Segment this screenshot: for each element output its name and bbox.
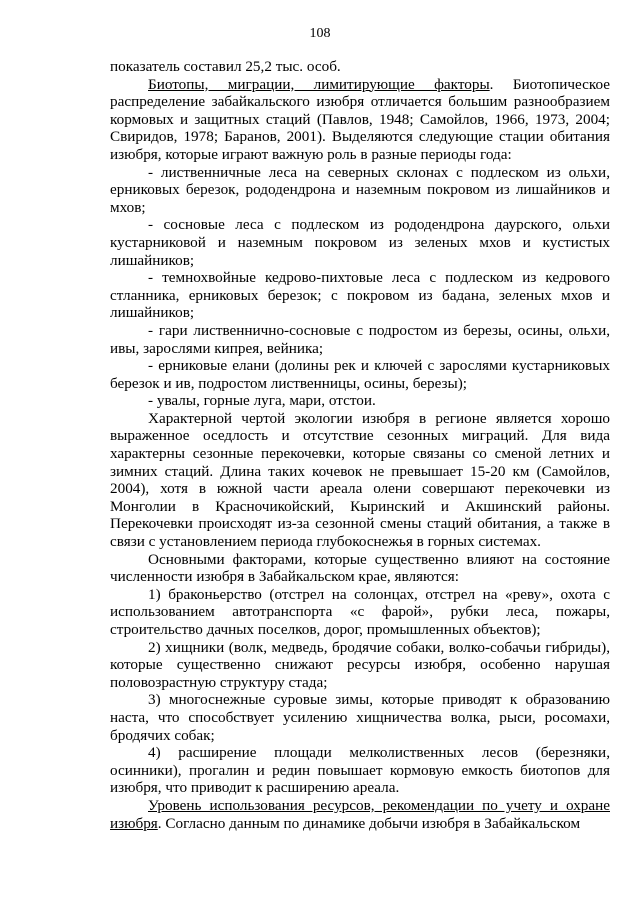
list-item-factor: 3) многоснежные суровые зимы, которые приводят к образованию наста, что способствует усилению хищничества волка, рыси, росомахи, бродячих собак; xyxy=(110,691,610,744)
list-item-habitat: - увалы, горные луга, мари, отстои. xyxy=(148,392,376,410)
paragraph-migrations: Характерной чертой экологии изюбря в регионе является хорошо выраженное оседлость и отсутствие сезонных миграций. Для вида характерны сезонные перекочевки, которые связаны со сменой летних и зимних стаций. Длина таких кочевок не превышает 15-20 км (Самойлов, 2004), хотя в южной части ареала олени совершают перекочевки из Монголии в Красночикойский, Кыринский и Акшинский районы. Перекочевки происходят из-за сезонной смены стаций обитания, а также в связи с установлением периода глубокоснежья в горных системах. xyxy=(110,409,610,551)
section-heading-biotopes: Биотопы, миграции, лимитирующие факторы xyxy=(148,75,490,93)
paragraph-intro: показатель составил 25,2 тыс. особ. xyxy=(110,58,341,75)
list-item-habitat: - гари лиственнично-сосновые с подростом из березы, осины, ольхи, ивы, зарослями кипрея, вейника; xyxy=(110,321,610,357)
paragraph-biotopes-text: . Биотопическое распределение забайкальского изюбря отличается большим разнообразием кормовых и защитных стаций (Павлов, 1948; Самойлов, 1966, 1973, 2004; Свиридов, 1978; Баранов, 2001). Выделяются следующие стации обитания изюбря, которые играют важную роль в разные периоды года: xyxy=(110,75,610,163)
list-item-habitat: - ерниковые елани (долины рек и ключей с зарослями кустарниковых березок и ив, подростом лиственницы, осины, березы); xyxy=(110,357,610,392)
page-number: 108 xyxy=(309,26,331,41)
document-body xyxy=(110,58,610,832)
paragraph-resource-use-text: . Согласно данным по динамике добычи изюбря в Забайкальском xyxy=(157,814,581,832)
list-item-habitat: - сосновые леса с подлеском из рододендрона даурского, ольхи кустарниковой и наземным покровом из зеленых мхов и кустистых лишайников; xyxy=(110,216,610,269)
list-item-factor: 2) хищники (волк, медведь, бродячие собаки, волко-собачьи гибриды), которые существенно снижают ресурсы изюбря, особенно нарушая половозрастную структуру стада; xyxy=(110,638,610,691)
list-item-habitat: - лиственничные леса на северных склонах с подлеском из ольхи, ерниковых березок, рододендрона и наземным покровом из лишайников и мхов; xyxy=(110,163,610,216)
paragraph-factors-intro: Основными факторами, которые существенно влияют на состояние численности изюбря в Забайкальском крае, являются: xyxy=(110,550,610,586)
list-item-factor: 4) расширение площади мелколиственных лесов (березняки, осинники), прогалин и редин повышает кормовую емкость биотопов для изюбря, что приводит к расширению ареала. xyxy=(110,744,610,797)
list-item-habitat: - темнохвойные кедрово-пихтовые леса с подлеском из кедрового стланника, ерниковых березок; с покровом из бадана, зеленых мхов и лишайников; xyxy=(110,269,610,322)
list-item-factor: 1) браконьерство (отстрел на солонцах, отстрел на «реву», охота с использованием автотранспорта «с фарой», рубки леса, пожары, строительство дачных поселков, дорог, промышленных объектов); xyxy=(110,585,610,638)
section-heading-resource-use: Уровень использования ресурсов, рекомендации по учету и охране изюбря xyxy=(110,796,610,832)
paragraph-resource-use xyxy=(110,797,610,832)
paragraph-biotopes xyxy=(110,76,610,164)
